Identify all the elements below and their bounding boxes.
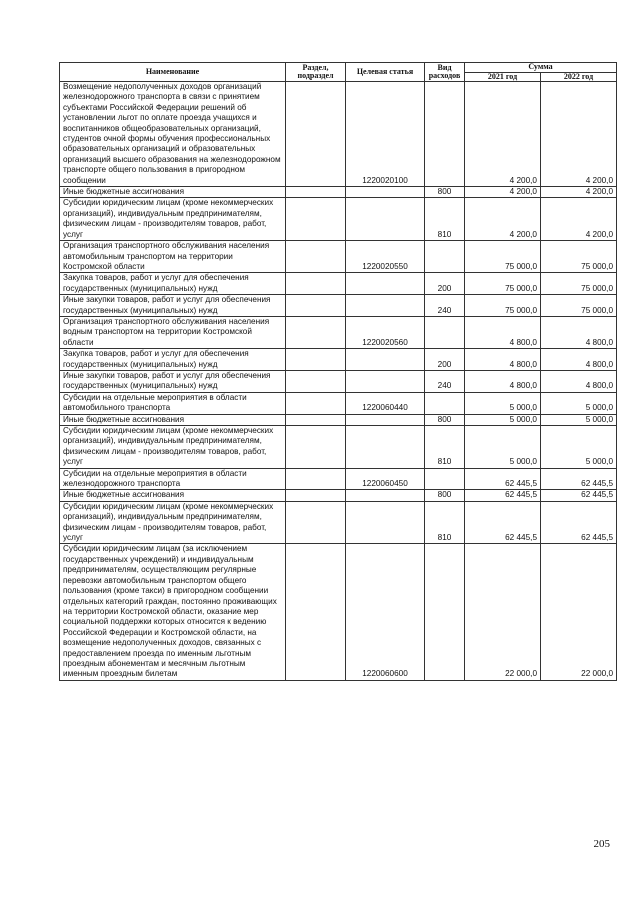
row-section: [286, 273, 346, 295]
row-name: Субсидии на отдельные мероприятия в области железнодорожного транспорта: [60, 468, 286, 490]
row-sum-2021: 5 000,0: [465, 414, 541, 425]
row-sum-2021: 4 200,0: [465, 187, 541, 198]
table-row: [60, 82, 617, 187]
header-section: Раздел, подраздел: [286, 63, 346, 82]
row-type: [425, 241, 465, 273]
row-target: 1220060440: [346, 392, 425, 414]
row-name: Иные бюджетные ассигнования: [60, 187, 286, 198]
header-type: Вид расходов: [425, 63, 465, 82]
row-sum-2022: 75 000,0: [541, 273, 617, 295]
row-target: [346, 198, 425, 241]
row-sum-2022: 62 445,5: [541, 468, 617, 490]
row-target: 1220060600: [346, 544, 425, 680]
row-sum-2021: 5 000,0: [465, 426, 541, 469]
row-target: [346, 370, 425, 392]
row-name: Организация транспортного обслуживания населения автомобильным транспортом на территории Костромской области: [60, 241, 286, 273]
header-name: Наименование: [60, 63, 286, 82]
row-sum-2021: 4 800,0: [465, 349, 541, 371]
table-row: [60, 187, 617, 198]
row-section: [286, 198, 346, 241]
row-section: [286, 241, 346, 273]
row-section: [286, 501, 346, 544]
budget-sheet: [59, 62, 616, 681]
row-sum-2022: 22 000,0: [541, 544, 617, 680]
table-row: [60, 316, 617, 348]
row-name: Организация транспортного обслуживания населения водным транспортом на территории Костромской области: [60, 316, 286, 348]
row-name: Субсидии юридическим лицам (кроме некоммерческих организаций), индивидуальным предпринимателям, физическим лицам - производителям товаров, работ, услуг: [60, 198, 286, 241]
row-target: [346, 187, 425, 198]
row-sum-2022: 4 200,0: [541, 198, 617, 241]
table-row: [60, 490, 617, 501]
row-name: Закупка товаров, работ и услуг для обеспечения государственных (муниципальных) нужд: [60, 349, 286, 371]
row-section: [286, 82, 346, 187]
row-type: 800: [425, 187, 465, 198]
table-row: [60, 414, 617, 425]
row-sum-2022: 4 800,0: [541, 370, 617, 392]
row-type: 240: [425, 370, 465, 392]
table-row: [60, 468, 617, 490]
row-sum-2021: 5 000,0: [465, 392, 541, 414]
row-sum-2021: 4 200,0: [465, 82, 541, 187]
row-section: [286, 295, 346, 317]
row-sum-2022: 62 445,5: [541, 501, 617, 544]
table-row: [60, 501, 617, 544]
table-row: [60, 392, 617, 414]
row-name: Иные закупки товаров, работ и услуг для обеспечения государственных (муниципальных) нужд: [60, 295, 286, 317]
row-target: 1220020100: [346, 82, 425, 187]
table-row: [60, 370, 617, 392]
row-type: 200: [425, 273, 465, 295]
row-type: 810: [425, 501, 465, 544]
row-type: [425, 392, 465, 414]
row-sum-2021: 4 800,0: [465, 316, 541, 348]
row-section: [286, 392, 346, 414]
row-type: [425, 82, 465, 187]
row-target: 1220020550: [346, 241, 425, 273]
row-name: Субсидии юридическим лицам (за исключением государственных учреждений) и индивидуальным предпринимателям, осуществляющим регулярные перевозки автомобильным транспортом общего пользования (кроме такси) в пригородном сообщении отдельных категорий граждан, постоянно проживающих на территории Костромской области, оказание мер социальной поддержки которых относится к ведению Российской Федерации и Костромской области, на возмещение недополученных доходов, связанных с предоставлением проезда по именным льготным проездным абонементам и месячным льготным именным проездным билетам: [60, 544, 286, 680]
row-type: 200: [425, 349, 465, 371]
row-type: 810: [425, 198, 465, 241]
table-row: [60, 544, 617, 680]
row-name: Субсидии на отдельные мероприятия в области автомобильного транспорта: [60, 392, 286, 414]
row-sum-2022: 4 800,0: [541, 316, 617, 348]
row-section: [286, 370, 346, 392]
row-sum-2021: 75 000,0: [465, 295, 541, 317]
budget-table: [59, 62, 617, 681]
row-sum-2021: 22 000,0: [465, 544, 541, 680]
page-number: 205: [593, 838, 610, 850]
row-section: [286, 414, 346, 425]
row-sum-2022: 62 445,5: [541, 490, 617, 501]
row-sum-2021: 62 445,5: [465, 501, 541, 544]
header-year-2022: 2022 год: [541, 72, 617, 82]
row-name: Возмещение недополученных доходов организаций железнодорожного транспорта в связи с принятием субъектами Российской Федерации решений об установлении льгот по оплате проезда учащихся и воспитанников общеобразовательных организаций, студентов очной формы обучения профессиональных образовательных организаций и образовательных организаций высшего образования на железнодорожном транспорте общего пользования в пригородном сообщении: [60, 82, 286, 187]
row-name: Закупка товаров, работ и услуг для обеспечения государственных (муниципальных) нужд: [60, 273, 286, 295]
row-target: [346, 349, 425, 371]
row-section: [286, 490, 346, 501]
row-section: [286, 316, 346, 348]
row-name: Иные бюджетные ассигнования: [60, 414, 286, 425]
row-sum-2021: 4 200,0: [465, 198, 541, 241]
row-type: [425, 468, 465, 490]
row-sum-2022: 5 000,0: [541, 414, 617, 425]
table-row: [60, 241, 617, 273]
row-sum-2022: 4 200,0: [541, 187, 617, 198]
row-section: [286, 544, 346, 680]
row-sum-2021: 62 445,5: [465, 468, 541, 490]
row-sum-2021: 75 000,0: [465, 273, 541, 295]
table-row: [60, 349, 617, 371]
row-sum-2022: 75 000,0: [541, 241, 617, 273]
row-type: 800: [425, 414, 465, 425]
table-body: [60, 82, 617, 681]
row-sum-2021: 62 445,5: [465, 490, 541, 501]
row-sum-2022: 75 000,0: [541, 295, 617, 317]
row-type: [425, 316, 465, 348]
row-target: [346, 490, 425, 501]
row-target: 1220060450: [346, 468, 425, 490]
row-section: [286, 426, 346, 469]
row-sum-2021: 75 000,0: [465, 241, 541, 273]
table-row: [60, 198, 617, 241]
row-type: 810: [425, 426, 465, 469]
row-sum-2022: 4 200,0: [541, 82, 617, 187]
row-type: 800: [425, 490, 465, 501]
row-sum-2022: 4 800,0: [541, 349, 617, 371]
table-row: [60, 426, 617, 469]
table-row: [60, 295, 617, 317]
row-type: [425, 544, 465, 680]
table-row: [60, 273, 617, 295]
row-target: [346, 501, 425, 544]
row-sum-2021: 4 800,0: [465, 370, 541, 392]
row-name: Иные бюджетные ассигнования: [60, 490, 286, 501]
row-section: [286, 349, 346, 371]
row-name: Субсидии юридическим лицам (кроме некоммерческих организаций), индивидуальным предпринимателям, физическим лицам - производителям товаров, работ, услуг: [60, 501, 286, 544]
header-target: Целевая статья: [346, 63, 425, 82]
header-sum: Сумма: [465, 63, 617, 73]
row-name: Иные закупки товаров, работ и услуг для обеспечения государственных (муниципальных) нужд: [60, 370, 286, 392]
row-section: [286, 468, 346, 490]
row-target: [346, 295, 425, 317]
row-type: 240: [425, 295, 465, 317]
row-target: [346, 414, 425, 425]
row-sum-2022: 5 000,0: [541, 392, 617, 414]
header-row-top: [60, 63, 617, 73]
row-name: Субсидии юридическим лицам (кроме некоммерческих организаций), индивидуальным предпринимателям, физическим лицам - производителям товаров, работ, услуг: [60, 426, 286, 469]
row-target: 1220020560: [346, 316, 425, 348]
row-sum-2022: 5 000,0: [541, 426, 617, 469]
row-section: [286, 187, 346, 198]
header-year-2021: 2021 год: [465, 72, 541, 82]
row-target: [346, 426, 425, 469]
row-target: [346, 273, 425, 295]
